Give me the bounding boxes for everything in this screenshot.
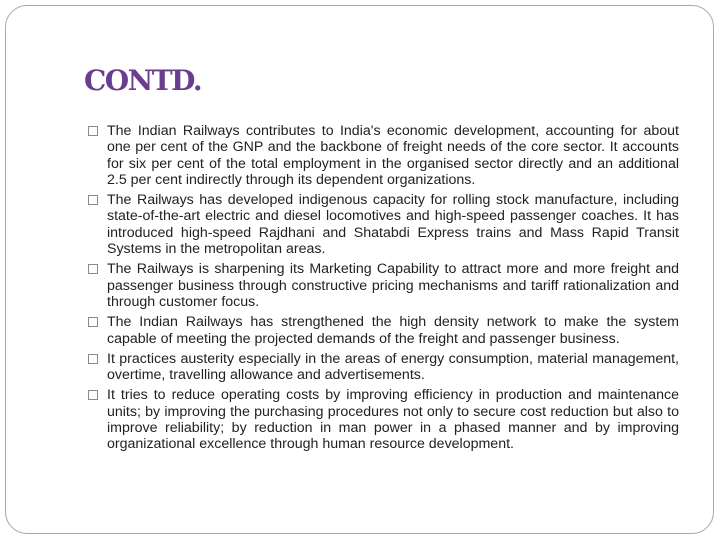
bullet-text: It tries to reduce operating costs by improving efficiency in production and maintenance units; by improving the purchasing procedures not only to secure cost reduction but also to improve reliability; by reduction in man power in a phased manner and by improving organizational excellence through human resource development.	[107, 387, 679, 453]
bullet-item	[88, 387, 679, 452]
slide-frame	[5, 5, 714, 534]
bullet-list	[88, 123, 679, 457]
bullet-item	[88, 192, 679, 257]
slide-title: CONTD.	[84, 64, 202, 97]
checkbox-bullet-icon	[88, 317, 98, 327]
checkbox-bullet-icon	[88, 390, 98, 400]
checkbox-bullet-icon	[88, 264, 98, 274]
checkbox-bullet-icon	[88, 354, 98, 364]
checkbox-bullet-icon	[88, 195, 98, 205]
bullet-text: The Indian Railways contributes to India's economic development, accounting for about one per cent of the GNP and the backbone of freight needs of the core sector. It accounts for six per cent of the total employment in the organised sector directly and an additional 2.5 per cent indirectly through its dependent organizations.	[107, 123, 679, 188]
bullet-text: The Indian Railways has strengthened the high density network to make the system capable of meeting the projected demands of the freight and passenger business.	[107, 314, 679, 347]
bullet-text: The Railways has developed indigenous capacity for rolling stock manufacture, including state-of-the-art electric and diesel locomotives and high-speed passenger coaches. It has introduced high-speed Rajdhani and Shatabdi Express trains and Mass Rapid Transit Systems in the metropolitan areas.	[107, 192, 679, 258]
checkbox-bullet-icon	[88, 126, 98, 136]
bullet-item	[88, 351, 679, 384]
bullet-text: The Railways is sharpening its Marketing Capability to attract more and more freight and passenger business through constructive pricing mechanisms and tariff rationalization and through customer focus.	[107, 261, 679, 310]
bullet-item	[88, 123, 679, 188]
bullet-item	[88, 261, 679, 310]
bullet-item	[88, 314, 679, 347]
bullet-text: It practices austerity especially in the areas of energy consumption, material management, overtime, travelling allowance and advertisements.	[107, 350, 679, 384]
